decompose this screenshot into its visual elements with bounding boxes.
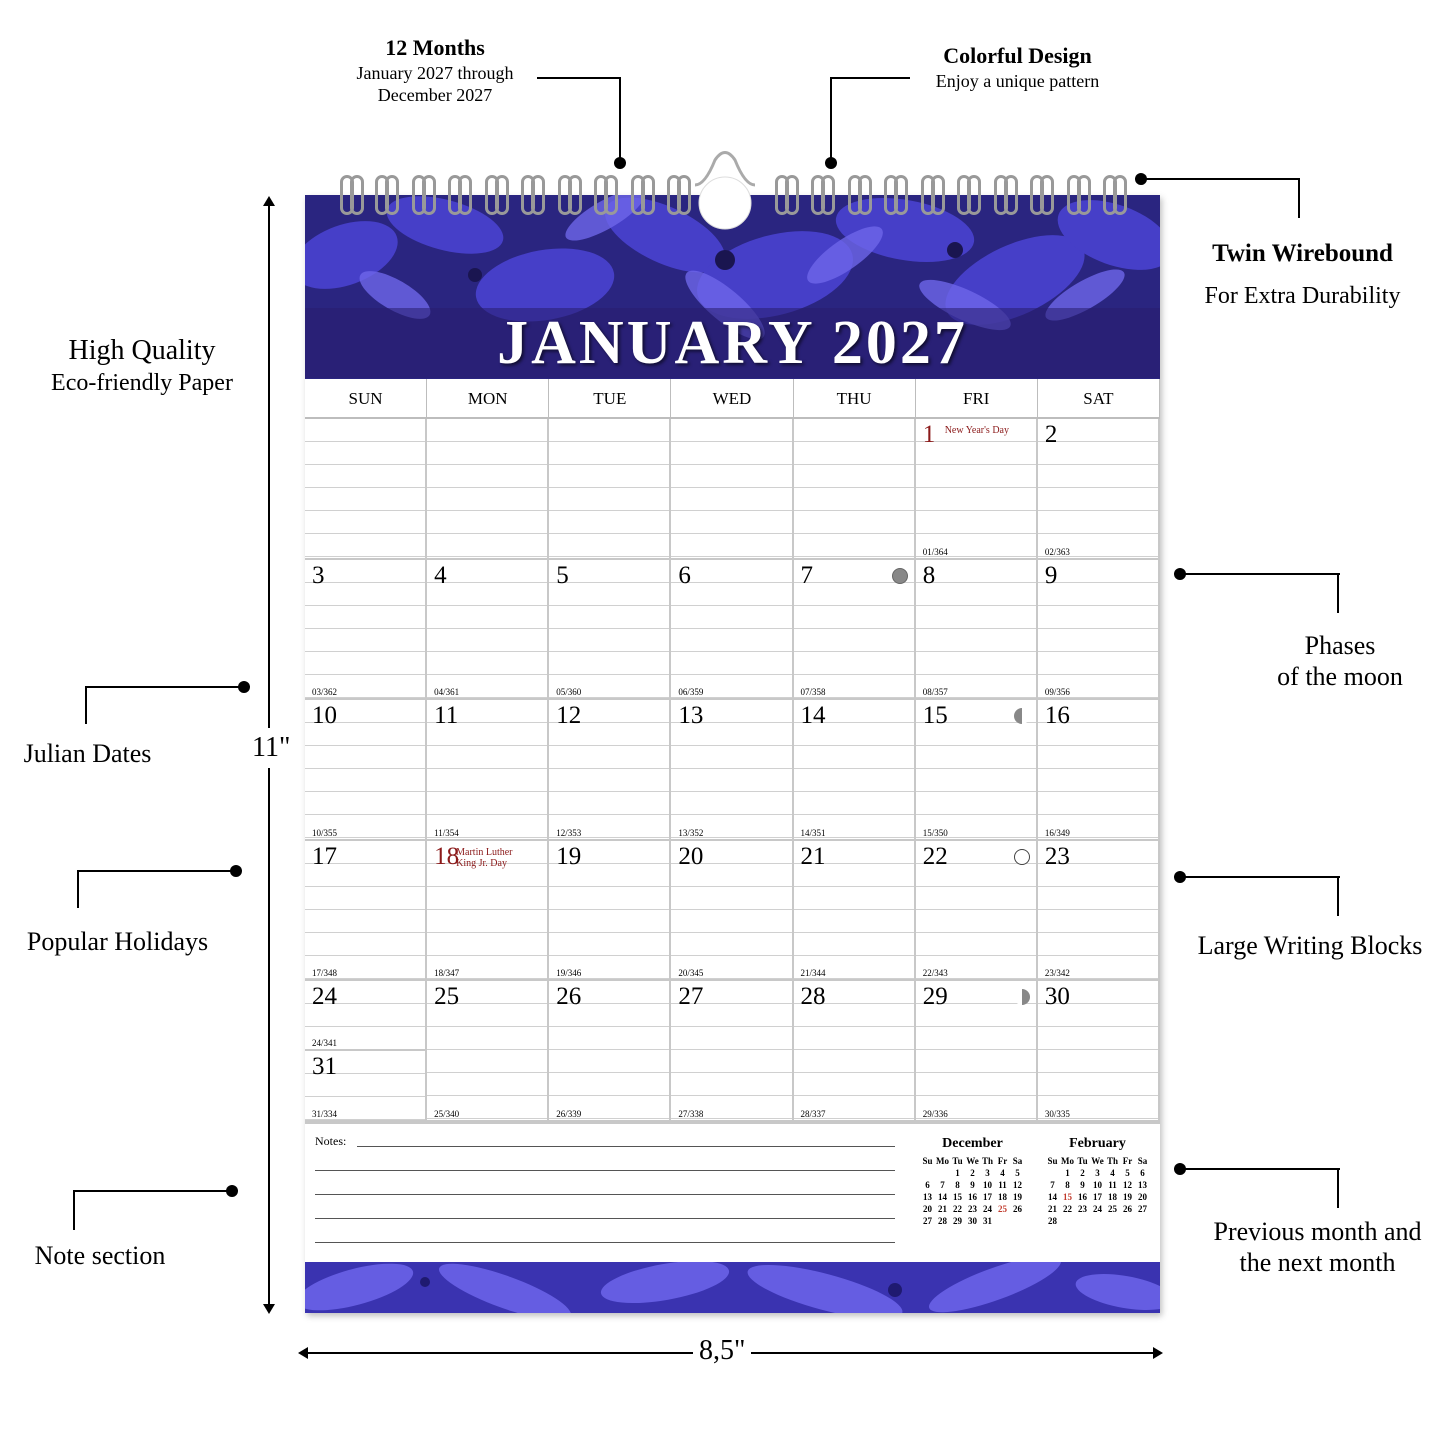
mini-day: 16 <box>968 1192 977 1202</box>
julian-date: 08/357 <box>922 687 948 697</box>
day-cell[interactable] <box>427 700 549 841</box>
mini-day: 17 <box>1093 1192 1102 1202</box>
mini-day: 25 <box>998 1204 1007 1214</box>
leader-line <box>619 77 621 162</box>
binding-ring <box>350 175 364 215</box>
mini-weekday: We <box>1091 1156 1104 1166</box>
callout-colorful-design <box>910 42 1125 92</box>
day-number: 3 <box>312 561 325 589</box>
mini-day: 29 <box>953 1216 962 1226</box>
day-cell[interactable] <box>549 560 671 701</box>
note-line[interactable] <box>315 1218 895 1219</box>
callout-line: Previous month and <box>1213 1217 1422 1246</box>
mini-day: 23 <box>968 1204 977 1214</box>
julian-date: 17/348 <box>312 968 338 978</box>
day-number: 9 <box>1044 561 1058 589</box>
empty-day-cell[interactable] <box>549 419 671 560</box>
day-cell[interactable] <box>916 981 1038 1122</box>
arrow-left-icon <box>298 1347 308 1359</box>
leader-line <box>73 1190 233 1192</box>
mini-month-title: December <box>942 1136 1003 1151</box>
leader-line <box>1180 1168 1340 1170</box>
moon-phase-full-icon <box>1014 849 1030 865</box>
leader-line <box>1180 573 1340 575</box>
flower-footer-image <box>305 1262 1160 1313</box>
day-number: 5 <box>556 561 569 589</box>
callout-line: of the moon <box>1277 662 1403 692</box>
mini-day: 13 <box>923 1192 932 1202</box>
day-cell[interactable] <box>794 700 916 841</box>
binding-ring <box>385 175 399 215</box>
month-title: JANUARY 2027 <box>497 309 968 377</box>
day-header-tue: TUE <box>549 379 671 419</box>
mini-day: 22 <box>953 1204 962 1214</box>
mini-day: 4 <box>1000 1168 1005 1178</box>
mini-day <box>1120 1215 1135 1227</box>
binding-ring <box>641 175 655 215</box>
mini-weekday: Tu <box>952 1156 963 1166</box>
leader-dot <box>825 157 837 169</box>
mini-day: 4 <box>1110 1168 1115 1178</box>
mini-day: 5 <box>1125 1168 1130 1178</box>
mini-day: 18 <box>1108 1192 1117 1202</box>
julian-date: 03/362 <box>312 687 338 697</box>
callout-line: Eco-friendly Paper <box>51 370 233 396</box>
mini-day: 9 <box>1080 1180 1085 1190</box>
binding-ring <box>785 175 799 215</box>
mini-day: 28 <box>1048 1216 1057 1226</box>
arrow-right-icon <box>1153 1347 1163 1359</box>
mini-day: 25 <box>1108 1204 1117 1214</box>
binding-ring <box>894 175 908 215</box>
binding-ring <box>931 175 945 215</box>
leader-dot <box>230 865 242 877</box>
callout-twin-wirebound <box>1175 238 1430 311</box>
callout-subtitle: Enjoy a unique pattern <box>935 70 1100 91</box>
mini-day: 2 <box>970 1168 975 1178</box>
julian-date: 09/356 <box>1044 687 1070 697</box>
day-header-sun: SUN <box>305 379 427 419</box>
mini-day: 5 <box>1015 1168 1020 1178</box>
day-number: 29 <box>922 983 948 1010</box>
julian-date: 21/344 <box>800 968 826 978</box>
julian-date: 20/345 <box>678 968 704 978</box>
leader-line <box>830 77 832 162</box>
cornflower-pattern <box>305 1262 1160 1313</box>
empty-day-cell[interactable] <box>794 419 916 560</box>
day-header-thu: THU <box>794 379 916 419</box>
julian-date: 15/350 <box>922 827 948 838</box>
day-number: 30 <box>1044 983 1070 1010</box>
mini-day: 28 <box>938 1216 947 1226</box>
note-line[interactable] <box>315 1242 895 1243</box>
mini-day <box>1075 1215 1090 1227</box>
leader-line <box>85 686 245 688</box>
binding-ring <box>458 175 472 215</box>
day-cell[interactable] <box>1038 981 1160 1122</box>
mini-day: 16 <box>1078 1192 1087 1202</box>
arrow-down-icon <box>263 1304 275 1314</box>
moon-phase-last-icon <box>1014 989 1030 1005</box>
mini-month-title: February <box>1069 1136 1126 1151</box>
day-cell[interactable] <box>671 841 793 982</box>
leader-line <box>1337 1168 1339 1208</box>
callout-prev-next-month <box>1190 1216 1445 1278</box>
day-cell[interactable] <box>549 841 671 982</box>
leader-line <box>73 1190 75 1230</box>
mini-day: 11 <box>998 1180 1007 1190</box>
day-number: 2 <box>1044 421 1058 448</box>
mini-day: 14 <box>1048 1192 1057 1202</box>
mini-day: 21 <box>1048 1204 1057 1214</box>
julian-date: 12/353 <box>556 827 582 838</box>
hanger-hook <box>690 145 760 230</box>
day-header-sat: SAT <box>1038 379 1160 419</box>
mini-day: 8 <box>955 1180 960 1190</box>
mini-day: 3 <box>985 1168 990 1178</box>
leader-dot <box>614 157 626 169</box>
mini-day: 26 <box>1013 1204 1022 1214</box>
callout-subtitle: January 2027 through <box>356 62 514 83</box>
day-number: 13 <box>678 702 704 729</box>
mini-day: 12 <box>1013 1180 1022 1190</box>
mini-calendar-december <box>920 1136 1025 1227</box>
mini-day: 27 <box>923 1216 932 1226</box>
day-cell[interactable] <box>916 419 1038 560</box>
callout-popular-holidays: Popular Holidays <box>26 927 209 956</box>
moon-phase-first-icon <box>1014 708 1030 724</box>
holiday-label: Martin Luther King Jr. Day <box>456 846 513 869</box>
binding-ring <box>1077 175 1091 215</box>
leader-line <box>1337 876 1339 916</box>
day-number: 21 <box>800 842 826 870</box>
day-cell[interactable] <box>305 560 427 701</box>
mini-day: 11 <box>1108 1180 1117 1190</box>
height-label: 11" <box>250 728 292 768</box>
julian-date: 30/335 <box>1044 1108 1070 1119</box>
day-cell[interactable] <box>671 560 793 701</box>
mini-calendar-february <box>1045 1136 1150 1227</box>
callout-title: Colorful Design <box>943 43 1092 68</box>
mini-day: 15 <box>953 1192 962 1202</box>
mini-day: 3 <box>1095 1168 1100 1178</box>
mini-day <box>935 1167 950 1179</box>
mini-day <box>920 1167 935 1179</box>
julian-date: 06/359 <box>678 687 704 697</box>
day-number: 4 <box>434 561 447 589</box>
binding-ring <box>1040 175 1054 215</box>
callout-subtitle: For Extra Durability <box>1204 283 1401 310</box>
callout-subtitle: December 2027 <box>377 85 493 105</box>
note-line[interactable] <box>315 1170 895 1171</box>
mini-day <box>1135 1215 1150 1227</box>
day-number: 19 <box>556 842 582 870</box>
day-number: 11 <box>434 702 459 729</box>
callout-line: the next month <box>1239 1248 1396 1278</box>
binding-ring <box>495 175 509 215</box>
mini-weekday: Mo <box>936 1156 949 1166</box>
callout-line: High Quality <box>68 335 216 366</box>
leader-line <box>1140 178 1300 180</box>
mini-day: 6 <box>925 1180 930 1190</box>
day-cell[interactable] <box>427 560 549 701</box>
wall-calendar <box>305 195 1160 1313</box>
day-number: 12 <box>556 702 582 729</box>
day-cell[interactable] <box>916 841 1038 982</box>
mini-day: 9 <box>970 1180 975 1190</box>
julian-date: 28/337 <box>800 1108 826 1119</box>
julian-date: 13/352 <box>678 827 704 838</box>
callout-writing-blocks: Large Writing Blocks <box>1197 931 1423 960</box>
callout-title: Twin Wirebound <box>1212 240 1393 267</box>
leader-dot <box>226 1185 238 1197</box>
mini-day: 14 <box>938 1192 947 1202</box>
callout-note-section: Note section <box>34 1241 166 1270</box>
mini-weekday: Sa <box>1012 1156 1023 1166</box>
day-number: 24 <box>312 983 337 1010</box>
mini-weekday: Su <box>1047 1156 1058 1166</box>
julian-date: 02/363 <box>1044 546 1070 557</box>
day-cell[interactable] <box>1038 560 1160 701</box>
callout-julian-dates: Julian Dates <box>23 739 152 768</box>
mini-day: 18 <box>998 1192 1007 1202</box>
leader-line <box>1337 573 1339 613</box>
mini-day: 21 <box>938 1204 947 1214</box>
leader-line <box>1180 876 1340 878</box>
day-cell[interactable] <box>794 841 916 982</box>
julian-date: 11/354 <box>434 827 459 838</box>
leader-dot <box>238 681 250 693</box>
mini-day: 23 <box>1078 1204 1087 1214</box>
width-label: 8,5" <box>693 1335 751 1367</box>
mini-day: 8 <box>1065 1180 1070 1190</box>
mini-day: 12 <box>1123 1180 1132 1190</box>
day-number: 25 <box>434 983 460 1010</box>
day-cell[interactable] <box>305 1051 427 1121</box>
day-number: 22 <box>922 842 948 870</box>
binding-ring <box>604 175 618 215</box>
mini-weekday: Sa <box>1137 1156 1148 1166</box>
day-cell[interactable] <box>1038 419 1160 560</box>
julian-date: 24/341 <box>312 1038 338 1049</box>
mini-day <box>1105 1215 1120 1227</box>
day-cell[interactable] <box>305 700 427 841</box>
binding-ring <box>858 175 872 215</box>
day-header-mon: MON <box>427 379 549 419</box>
mini-day: 22 <box>1063 1204 1072 1214</box>
mini-day: 17 <box>983 1192 992 1202</box>
mini-day: 20 <box>923 1204 932 1214</box>
mini-day: 1 <box>1065 1168 1070 1178</box>
day-cell[interactable] <box>794 560 916 701</box>
julian-date: 22/343 <box>922 968 948 978</box>
day-number: 14 <box>800 702 826 729</box>
binding-ring <box>967 175 981 215</box>
julian-date: 23/342 <box>1044 968 1070 978</box>
mini-day: 2 <box>1080 1168 1085 1178</box>
leader-line <box>1298 178 1300 218</box>
mini-day: 7 <box>1050 1180 1055 1190</box>
note-line[interactable] <box>315 1194 895 1195</box>
callout-12-months <box>330 34 540 107</box>
day-cell[interactable] <box>916 700 1038 841</box>
day-number: 26 <box>556 983 582 1010</box>
binding-ring <box>568 175 582 215</box>
leader-line <box>77 870 237 872</box>
arrow-up-icon <box>263 196 275 206</box>
julian-date: 16/349 <box>1044 827 1070 838</box>
mini-day: 13 <box>1138 1180 1147 1190</box>
mini-day: 15 <box>1063 1192 1072 1202</box>
mini-day: 10 <box>1093 1180 1102 1190</box>
mini-day <box>995 1215 1010 1227</box>
mini-weekday: Fr <box>1122 1156 1133 1166</box>
julian-date: 14/351 <box>800 827 826 838</box>
day-header-wed: WED <box>671 379 793 419</box>
leader-line <box>77 870 79 908</box>
day-cell[interactable] <box>427 841 549 982</box>
empty-day-cell[interactable] <box>305 419 427 560</box>
day-number: 15 <box>922 702 948 729</box>
mini-day: 7 <box>940 1180 945 1190</box>
day-cell[interactable] <box>671 981 793 1122</box>
mini-day: 19 <box>1013 1192 1022 1202</box>
julian-date: 19/346 <box>556 968 582 978</box>
day-number: 1 <box>922 421 936 448</box>
julian-date: 25/340 <box>434 1108 460 1119</box>
binding-ring <box>1004 175 1018 215</box>
day-number: 17 <box>312 842 337 870</box>
leader-line <box>537 77 621 79</box>
empty-day-cell[interactable] <box>427 419 549 560</box>
julian-date: 27/338 <box>678 1108 704 1119</box>
binding-ring <box>422 175 436 215</box>
mini-day: 26 <box>1123 1204 1132 1214</box>
mini-weekday: Mo <box>1061 1156 1074 1166</box>
day-cell[interactable] <box>305 981 427 1051</box>
mini-day <box>1090 1215 1105 1227</box>
binding-ring <box>821 175 835 215</box>
mini-day: 20 <box>1138 1192 1147 1202</box>
callout-title: 12 Months <box>385 35 485 60</box>
mini-weekday: We <box>966 1156 979 1166</box>
julian-date: 04/361 <box>434 687 460 697</box>
day-number: 20 <box>678 842 704 870</box>
mini-day: 24 <box>983 1204 992 1214</box>
callout-line: Phases <box>1304 631 1376 660</box>
day-number: 28 <box>800 983 826 1010</box>
day-cell[interactable] <box>916 560 1038 701</box>
mini-weekday: Tu <box>1077 1156 1088 1166</box>
mini-day: 30 <box>968 1216 977 1226</box>
day-number: 7 <box>800 561 814 589</box>
day-number: 27 <box>678 983 704 1010</box>
note-line[interactable] <box>357 1146 895 1147</box>
julian-date: 29/336 <box>922 1108 948 1119</box>
leader-line <box>830 77 910 79</box>
day-number: 18 <box>434 842 460 870</box>
day-number: 8 <box>922 561 936 589</box>
mini-day <box>1060 1215 1075 1227</box>
binding-ring <box>677 175 691 215</box>
mini-weekday: Th <box>1106 1156 1118 1166</box>
day-number: 16 <box>1044 702 1070 729</box>
julian-date: 01/364 <box>922 546 948 557</box>
holiday-label: New Year's Day <box>944 425 1009 436</box>
julian-date: 10/355 <box>312 827 338 838</box>
binding-ring <box>1113 175 1127 215</box>
day-cell[interactable] <box>1038 700 1160 841</box>
day-cell[interactable] <box>671 700 793 841</box>
julian-date: 18/347 <box>434 968 460 978</box>
notes-section[interactable] <box>305 1122 1160 1262</box>
callout-high-quality-paper <box>22 333 262 398</box>
julian-date: 05/360 <box>556 687 582 697</box>
mini-day: 6 <box>1140 1168 1145 1178</box>
day-cell[interactable] <box>549 981 671 1122</box>
day-number: 31 <box>312 1053 337 1081</box>
mini-day: 1 <box>955 1168 960 1178</box>
moon-phase-new-icon <box>892 568 908 584</box>
day-cell[interactable] <box>305 841 427 982</box>
mini-weekday: Su <box>922 1156 933 1166</box>
binding-ring <box>531 175 545 215</box>
day-cell[interactable] <box>427 981 549 1122</box>
day-cell[interactable] <box>549 700 671 841</box>
notes-label: Notes: <box>315 1134 347 1148</box>
callout-moon-phases <box>1230 630 1445 692</box>
mini-day <box>1010 1215 1025 1227</box>
mini-day: 19 <box>1123 1192 1132 1202</box>
empty-day-cell[interactable] <box>671 419 793 560</box>
day-cell[interactable] <box>794 981 916 1122</box>
mini-day: 24 <box>1093 1204 1102 1214</box>
day-number: 6 <box>678 561 691 589</box>
mini-day: 31 <box>983 1216 992 1226</box>
day-number: 23 <box>1044 842 1070 870</box>
day-cell[interactable] <box>1038 841 1160 982</box>
day-header-fri: FRI <box>916 379 1038 419</box>
day-number: 10 <box>312 702 337 729</box>
julian-date: 26/339 <box>556 1108 582 1119</box>
mini-day: 10 <box>983 1180 992 1190</box>
mini-day <box>1045 1167 1060 1179</box>
mini-day: 27 <box>1138 1204 1147 1214</box>
julian-date: 31/334 <box>312 1108 338 1119</box>
leader-line <box>85 686 87 724</box>
julian-date: 07/358 <box>800 687 826 697</box>
mini-weekday: Fr <box>997 1156 1008 1166</box>
mini-weekday: Th <box>981 1156 993 1166</box>
